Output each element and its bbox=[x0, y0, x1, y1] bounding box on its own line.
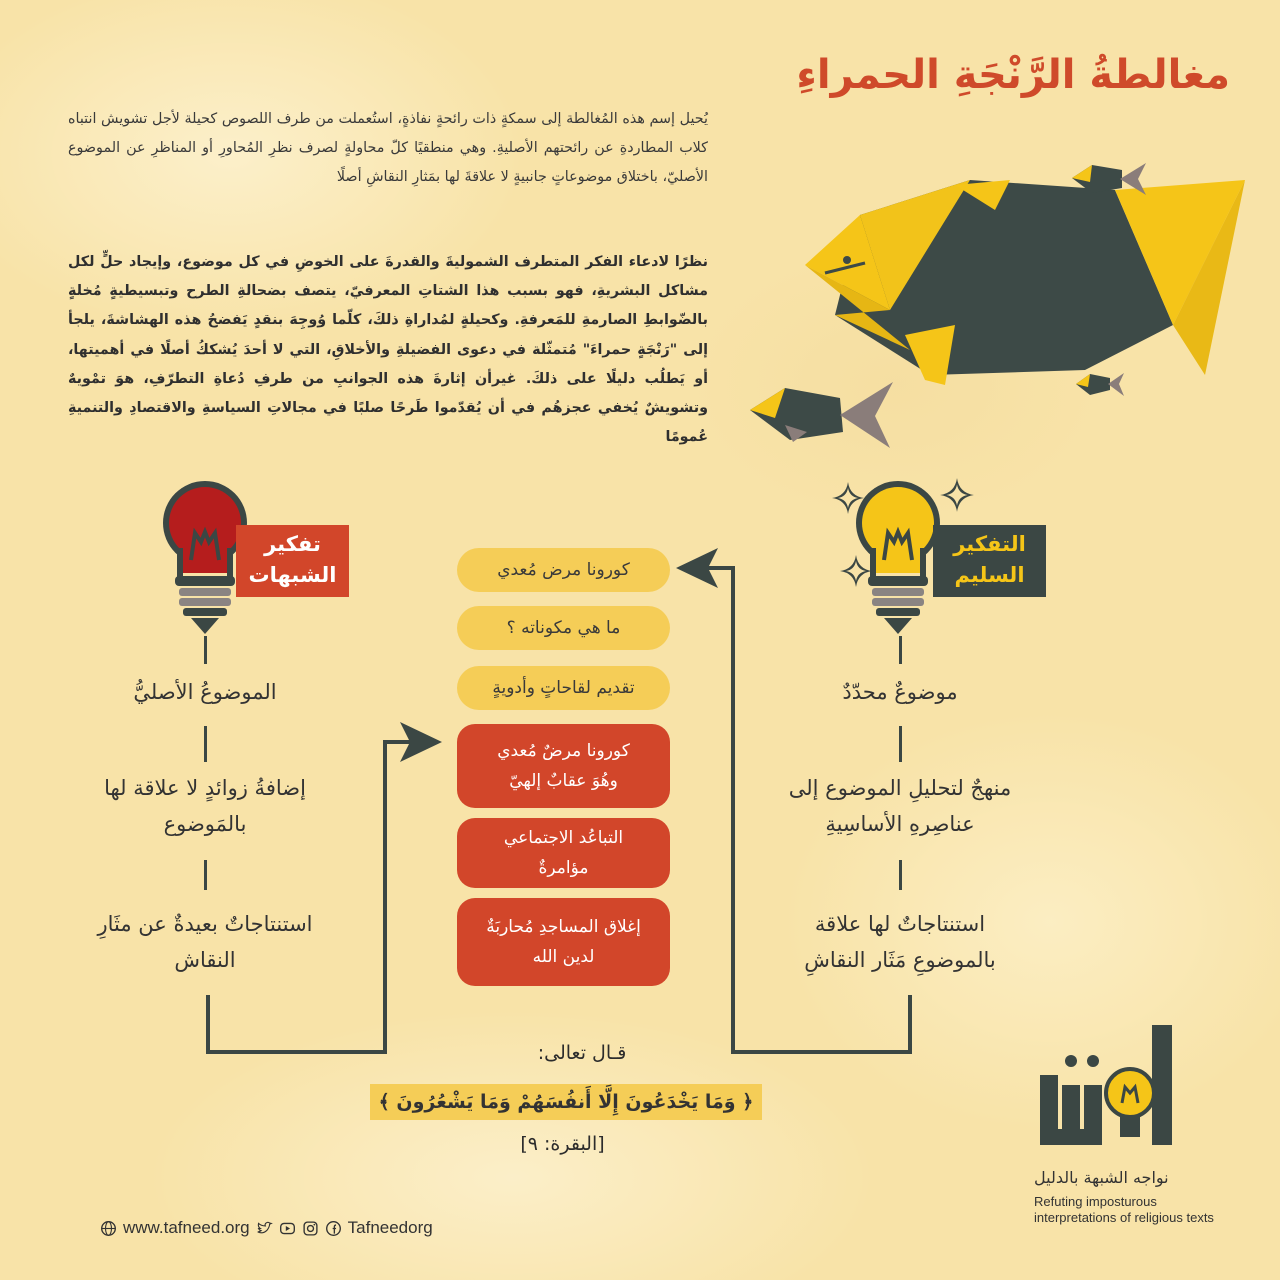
right-step-1: موضوعٌ محدّدٌ bbox=[842, 680, 958, 704]
right-step-3: استنتاجاتٌ لها علاقة بالموضوعِ مَثَار النقاشِ bbox=[804, 912, 996, 972]
youtube-icon[interactable] bbox=[279, 1220, 296, 1237]
label-line: تفكير bbox=[264, 532, 321, 556]
pill-line: كورونا مرضٌ مُعدي bbox=[497, 741, 630, 761]
intro-paragraph: يُحيل إسم هذه المُغالطة إلى سمكةٍ ذات رائحةٍ نفاذةٍ، استُعملت من طرف اللصوص كحيلة لأجل تشويش انتباه كلاب المطاردةِ عن رائحتهم الأصليةِ. وهي منطقيًا كلّ محاولةٍ لصرف نظرِ المُحاورِ أو المناظرِ عن الموضوع الأصليّ، باختلاق موضوعاتٍ جانبيةٍ لا علاقةَ لها بمَثارِ النقاشِ أصلًا bbox=[68, 111, 708, 186]
pill-line: مؤامرةٌ bbox=[538, 858, 589, 878]
logo-arabic-tagline: نواجه الشبهة بالدليل bbox=[1034, 1168, 1169, 1187]
pill-line: لدين الله bbox=[532, 947, 595, 967]
footer bbox=[100, 1218, 433, 1238]
quote-intro: قـال تعالى: bbox=[537, 1042, 627, 1064]
facebook-icon[interactable] bbox=[325, 1220, 342, 1237]
left-step-1: الموضوعُ الأصليُّ bbox=[133, 680, 277, 704]
quran-verse bbox=[370, 1084, 762, 1120]
verse-reference: [البقرة: ٩] bbox=[520, 1133, 605, 1155]
pill-line: إغلاق المساجدِ مُحاربَةٌ bbox=[486, 917, 641, 937]
website-link[interactable]: www.tafneed.org bbox=[123, 1218, 250, 1237]
social-handle[interactable]: Tafneedorg bbox=[347, 1218, 433, 1237]
verse-text: ﴿ وَمَا يَخْدَعُونَ إِلَّا أَنفُسَهُمْ وَمَا يَشْعُرُونَ ﴾ bbox=[378, 1091, 754, 1113]
label-line: التفكير bbox=[953, 532, 1026, 556]
right-step-2: منهجٌ لتحليلِ الموضوع إلى عناصِرهِ الأساسِيةِ bbox=[788, 776, 1012, 836]
instagram-icon[interactable] bbox=[302, 1220, 319, 1237]
pill-fallacy-1 bbox=[457, 724, 670, 808]
pill-line: وهُوَ عقابٌ إلهيّ bbox=[509, 771, 618, 791]
pill-sound-3: تقديم لقاحاتٍ وأدويةٍ bbox=[457, 666, 670, 710]
pill-fallacy-2 bbox=[457, 818, 670, 888]
main-paragraph: نظرًا لادعاء الفكر المتطرف الشموليةَ والقدرةَ على الخوضِ في كل موضوع، وإيجاد حلٍّ لكل مشاكل البشريةِ، فهو بسبب هذا الشتاتِ المعرفيّ، يتصف بضحالةِ الطرح وتبسيطيةٍ مُخلةٍ بالضّوابطِ الصارمةِ للمَعرفةِ. وكحيلةٍ لمُداراةِ ذلكَ، كلّما وُوجِهَ بنقدٍ يَفضحُ هذه الهشاشةَ، يلجأ إلى "رَنْجَةٍ حمراءَ" مُتمثّلة في دعوى الفضيلةِ والأخلاقِ، التي لا أحدَ يُشككُ أصلًا في أهميتها، أو يَطلُب دليلًا على ذلكَ. غيرأن إثارةَ هذه الجوانبِ من طرفِ دُعاةِ التطرّفِ، هوَ تمْويهٌ وتشويشٌ يُخفي عجزهُم في أن يُقدّموا طَرحًا صلبًا في مجالاتِ السياسةِ والاقتصادِ والتنميةِ عُمومًا bbox=[68, 254, 708, 446]
pill-line: التباعُد الاجتماعي bbox=[503, 828, 624, 848]
label-line: السليم bbox=[954, 563, 1025, 587]
pill-sound-2: ما هي مكوناته ؟ bbox=[457, 606, 670, 650]
left-step-2: إضافةُ زوائدٍ لا علاقة لها بالمَوضوع bbox=[104, 776, 306, 836]
twitter-icon[interactable] bbox=[256, 1220, 273, 1237]
pill-fallacy-3 bbox=[457, 898, 670, 986]
globe-icon[interactable] bbox=[100, 1220, 117, 1237]
pill-sound-1: كورونا مرض مُعدي bbox=[457, 548, 670, 592]
page-title: مغالطةُ الرَّنْجَةِ الحمراءِ bbox=[796, 52, 1230, 98]
logo-english-tagline: Refuting imposturous interpretations of religious texts bbox=[1034, 1194, 1214, 1225]
left-step-3: استنتاجاتٌ بعيدةٌ عن مثَارِ النقاش bbox=[97, 912, 313, 972]
label-line: الشبهات bbox=[248, 563, 337, 587]
tafneed-logo bbox=[1030, 1025, 1190, 1155]
